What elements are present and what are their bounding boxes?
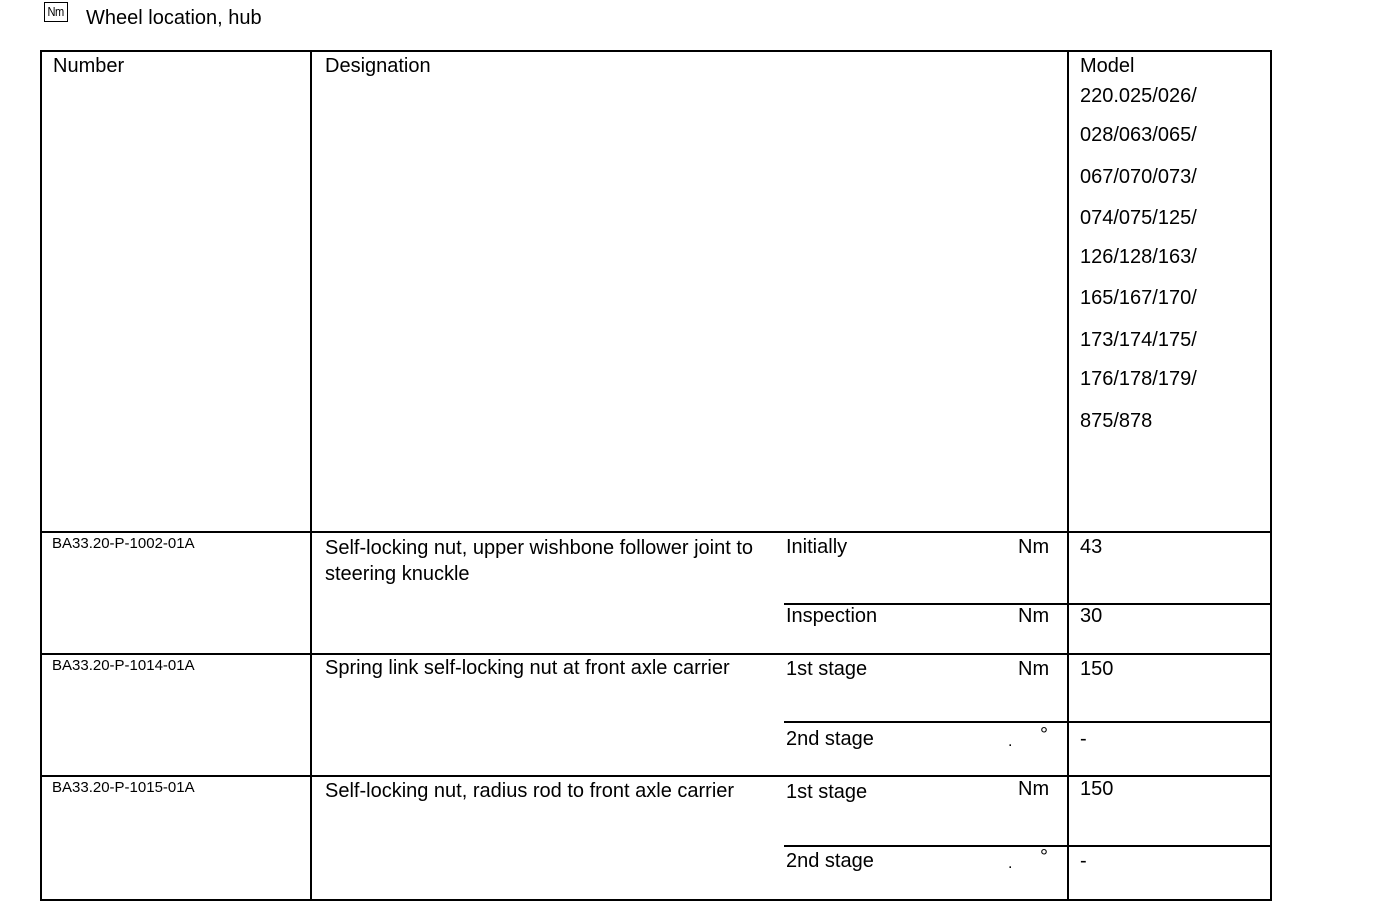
document-number: BA33.20-P-1014-01A [52,657,195,674]
designation-text: Self-locking nut, radius rod to front axle carrier [325,780,735,802]
page-title: Wheel location, hub [86,7,262,29]
model-line: 067/070/073/ [1080,166,1197,188]
document-number: BA33.20-P-1002-01A [52,535,195,552]
unit-label: Nm [1018,658,1050,680]
stage-label: Inspection [786,605,878,627]
model-line: 173/174/175/ [1080,329,1197,351]
model-line: 220.025/026/ [1080,85,1197,107]
header-model: Model [1080,55,1135,77]
model-line: 126/128/163/ [1080,246,1197,268]
model-line: 074/075/125/ [1080,207,1197,229]
unit-label: Nm [1018,778,1050,800]
column-divider [310,50,312,901]
row-divider [40,653,1272,655]
torque-value: 43 [1080,536,1103,558]
table-border-left [40,50,42,901]
table-border-top [40,50,1272,52]
torque-value: 150 [1080,778,1114,800]
model-line: 165/167/170/ [1080,287,1197,309]
torque-value: 30 [1080,605,1103,627]
torque-value: - [1080,850,1087,872]
degree-unit: ° [1040,846,1048,868]
header-designation: Designation [325,55,431,77]
table-border-right [1270,50,1272,901]
torque-nm-icon: Nm [44,2,68,22]
stage-divider [784,721,1272,723]
row-divider [40,775,1272,777]
unit-label: Nm [1018,605,1050,627]
model-line: 028/063/065/ [1080,124,1197,146]
model-line: 875/878 [1080,410,1153,432]
header-number: Number [53,55,125,77]
stage-label: 1st stage [786,781,868,803]
dot-mark: . [1008,733,1013,750]
designation-text: Self-locking nut, upper wishbone follower joint to steering knuckle [325,537,754,585]
table-border-bottom [40,899,1272,901]
unit-label: Nm [1018,536,1050,558]
stage-label: 2nd stage [786,850,874,872]
torque-value: - [1080,728,1087,750]
model-line: 176/178/179/ [1080,368,1197,390]
degree-unit: ° [1040,724,1048,746]
stage-label: Initially [786,536,848,558]
stage-label: 2nd stage [786,728,874,750]
designation-text: Spring link self-locking nut at front axle carrier [325,657,730,679]
row-divider [40,531,1272,533]
dot-mark: . [1008,855,1013,872]
stage-label: 1st stage [786,658,868,680]
column-divider [1067,50,1069,901]
torque-value: 150 [1080,658,1114,680]
stage-divider [784,845,1272,847]
document-number: BA33.20-P-1015-01A [52,779,195,796]
